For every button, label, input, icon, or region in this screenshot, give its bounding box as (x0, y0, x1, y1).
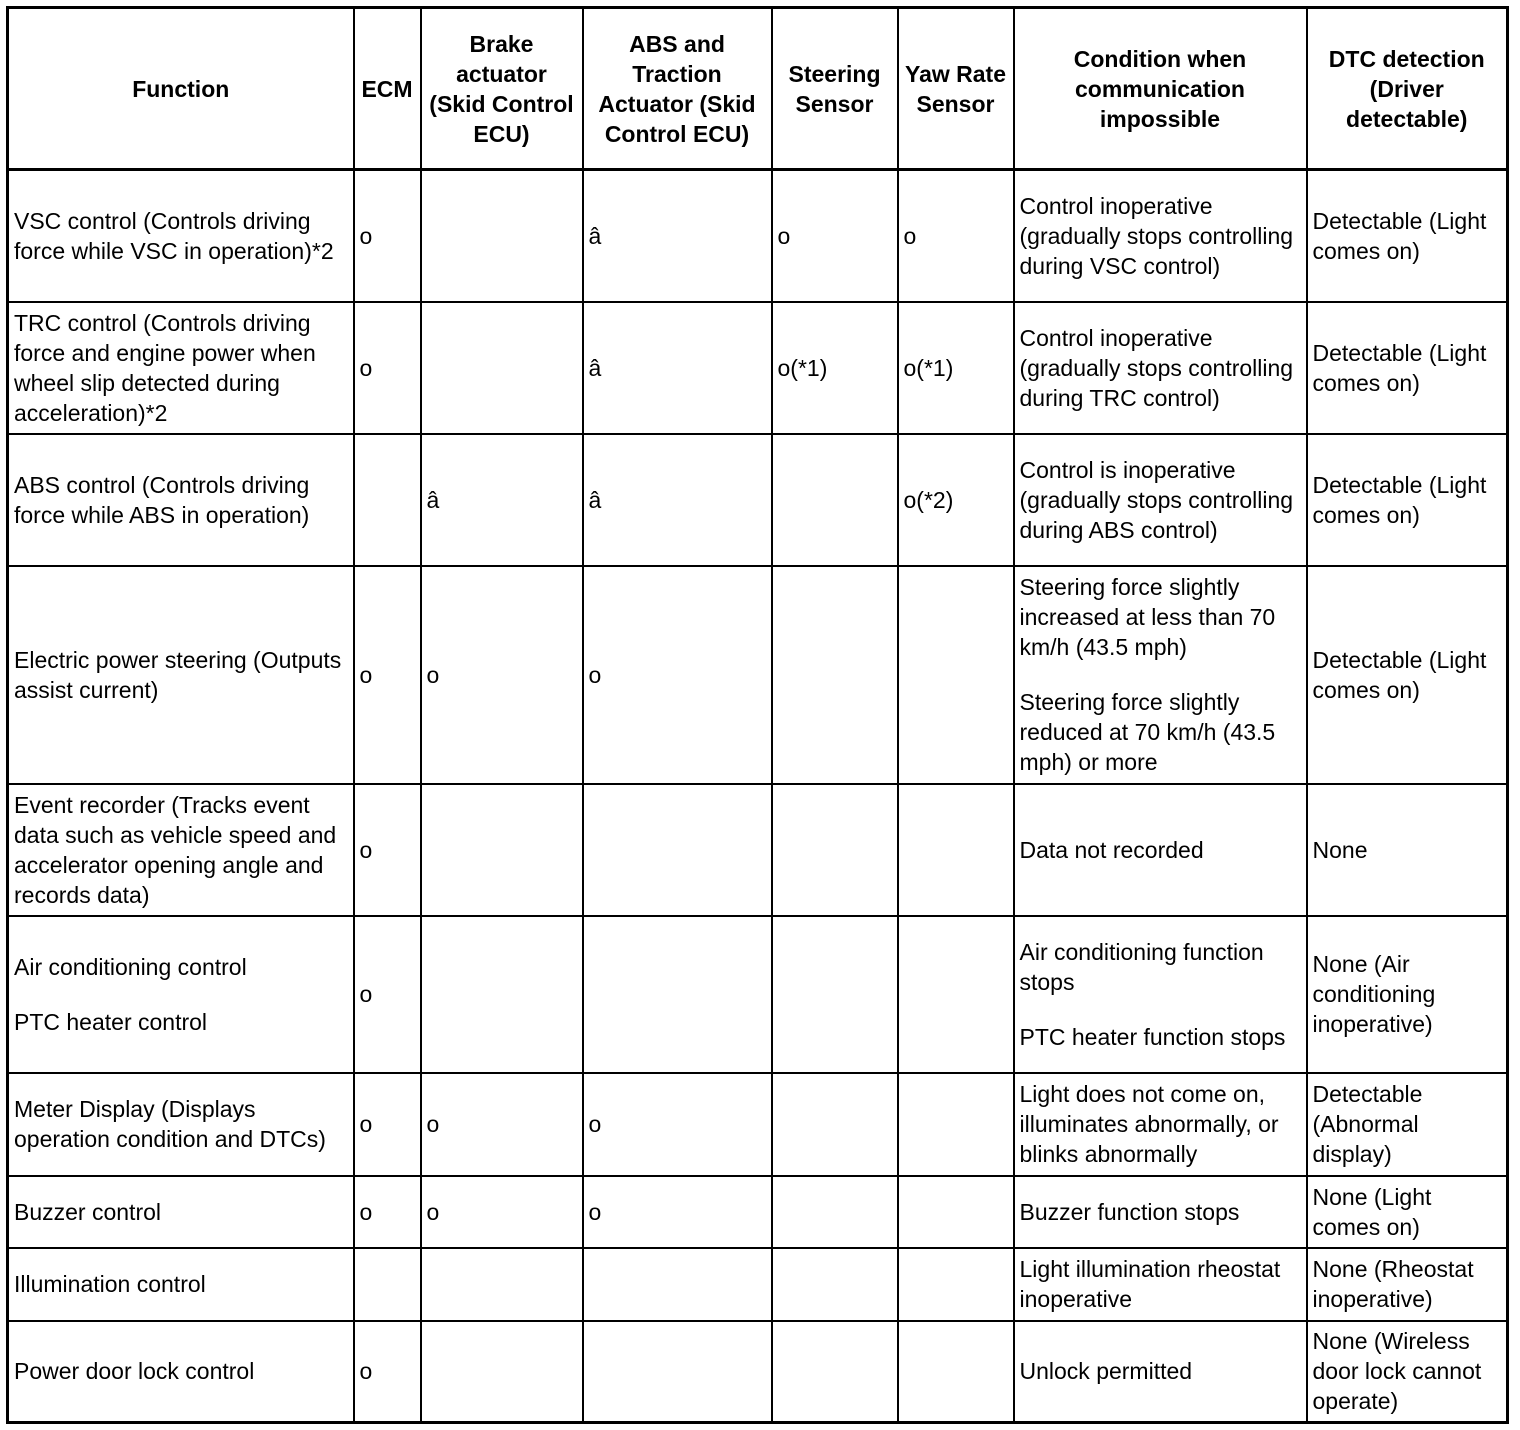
header-function: Function (8, 8, 354, 170)
header-steering-sensor: Steering Sensor (772, 8, 898, 170)
dtc-detection-cell: Detectable (Light comes on) (1307, 302, 1508, 434)
condition-paragraph: Steering force slightly increased at less than 70 km/h (43.5 mph) (1019, 574, 1276, 660)
function-paragraph: Meter Display (Displays operation condition and DTCs) (14, 1096, 326, 1152)
yaw-rate-sensor-cell: o (898, 170, 1014, 302)
ecm-cell: o (354, 566, 421, 784)
table-row (8, 170, 1508, 302)
table-row (8, 1248, 1508, 1321)
condition-paragraph: Light does not come on, illuminates abnormally, or blinks abnormally (1019, 1081, 1279, 1167)
condition-paragraph: Unlock permitted (1019, 1358, 1193, 1385)
ecm-cell: o (354, 1176, 421, 1248)
yaw-rate-sensor-cell (898, 1073, 1014, 1176)
table-row (8, 784, 1508, 916)
function-paragraph: Electric power steering (Outputs assist current) (14, 646, 342, 703)
condition-paragraph: Air conditioning function stops (1019, 938, 1264, 995)
brake-actuator-cell: o (421, 566, 583, 784)
function-cell (8, 434, 354, 566)
function-cell (8, 170, 354, 302)
yaw-rate-sensor-cell (898, 1248, 1014, 1321)
ecm-cell: o (354, 916, 421, 1073)
ecm-cell (354, 1248, 421, 1321)
condition-paragraph: Control inoperative (gradually stops controlling during VSC control) (1019, 192, 1294, 279)
table-row (8, 434, 1508, 566)
condition-paragraph: Buzzer function stops (1019, 1198, 1240, 1225)
function-paragraph: Illumination control (14, 1271, 206, 1297)
condition-cell (1014, 1248, 1307, 1321)
brake-actuator-cell (421, 1321, 583, 1423)
ecm-cell: o (354, 302, 421, 434)
condition-paragraph: Control is inoperative (gradually stops controlling during ABS control) (1019, 456, 1294, 543)
abs-traction-actuator-cell (583, 1321, 772, 1423)
abs-traction-actuator-cell (583, 1248, 772, 1321)
steering-sensor-cell (772, 566, 898, 784)
table-row (8, 1073, 1508, 1176)
dtc-detection-cell: None (Wireless door lock cannot operate) (1307, 1321, 1508, 1423)
table-row (8, 916, 1508, 1073)
dtc-detection-cell: Detectable (Light comes on) (1307, 566, 1508, 784)
ecm-cell: o (354, 170, 421, 302)
dtc-detection-cell: Detectable (Abnormal display) (1307, 1073, 1508, 1176)
function-cell (8, 784, 354, 916)
yaw-rate-sensor-cell (898, 784, 1014, 916)
header-row (8, 8, 1508, 170)
function-paragraph: ABS control (Controls driving force while ABS in operation) (14, 471, 310, 528)
brake-actuator-cell (421, 170, 583, 302)
yaw-rate-sensor-cell: o(*1) (898, 302, 1014, 434)
brake-actuator-cell (421, 784, 583, 916)
table-row (8, 1176, 1508, 1248)
function-paragraph: PTC heater control (14, 1008, 208, 1035)
ecm-cell: o (354, 784, 421, 916)
header-condition: Condition when communication impossible (1014, 8, 1307, 170)
condition-cell (1014, 302, 1307, 434)
table-body (8, 170, 1508, 1423)
condition-cell (1014, 170, 1307, 302)
steering-sensor-cell (772, 434, 898, 566)
function-cell (8, 302, 354, 434)
function-paragraph: Power door lock control (14, 1358, 255, 1385)
ecm-cell: o (354, 1321, 421, 1423)
dtc-detection-cell: Detectable (Light comes on) (1307, 170, 1508, 302)
condition-paragraph: Light illumination rheostat inoperative (1019, 1256, 1281, 1312)
condition-cell (1014, 434, 1307, 566)
yaw-rate-sensor-cell: o(*2) (898, 434, 1014, 566)
header-brake-actuator: Brake actuator (Skid Control ECU) (421, 8, 583, 170)
function-paragraph: VSC control (Controls driving force while VSC in operation)*2 (14, 207, 334, 264)
header-abs-traction-actuator: ABS and Traction Actuator (Skid Control ECU) (583, 8, 772, 170)
function-cell (8, 916, 354, 1073)
dtc-detection-cell: Detectable (Light comes on) (1307, 434, 1508, 566)
condition-cell (1014, 1321, 1307, 1423)
table-row (8, 302, 1508, 434)
function-cell (8, 566, 354, 784)
condition-cell (1014, 1176, 1307, 1248)
function-paragraph: Event recorder (Tracks event data such as vehicle speed and accelerator opening angle and records data) (14, 791, 337, 908)
dtc-detection-cell: None (Air conditioning inoperative) (1307, 916, 1508, 1073)
steering-sensor-cell (772, 916, 898, 1073)
table-row (8, 566, 1508, 784)
yaw-rate-sensor-cell (898, 1321, 1014, 1423)
dtc-detection-cell: None (Light comes on) (1307, 1176, 1508, 1248)
abs-traction-actuator-cell: o (583, 566, 772, 784)
condition-cell (1014, 784, 1307, 916)
header-dtc-detection: DTC detection (Driver detectable) (1307, 8, 1508, 170)
header-ecm: ECM (354, 8, 421, 170)
abs-traction-actuator-cell: â (583, 434, 772, 566)
function-cell (8, 1248, 354, 1321)
brake-actuator-cell: o (421, 1176, 583, 1248)
abs-traction-actuator-cell (583, 916, 772, 1073)
abs-traction-actuator-cell: â (583, 170, 772, 302)
condition-cell (1014, 916, 1307, 1073)
abs-traction-actuator-cell: â (583, 302, 772, 434)
function-cell (8, 1321, 354, 1423)
dtc-detection-cell: None (Rheostat inoperative) (1307, 1248, 1508, 1321)
communication-function-table-container (6, 6, 1509, 1424)
condition-paragraph: PTC heater function stops (1019, 1023, 1286, 1050)
steering-sensor-cell: o (772, 170, 898, 302)
condition-paragraph: Data not recorded (1019, 836, 1204, 863)
abs-traction-actuator-cell: o (583, 1073, 772, 1176)
table-row (8, 1321, 1508, 1423)
communication-function-table (6, 6, 1509, 1424)
function-paragraph: TRC control (Controls driving force and engine power when wheel slip detected during acceleration)*2 (14, 309, 316, 426)
yaw-rate-sensor-cell (898, 916, 1014, 1073)
brake-actuator-cell: o (421, 1073, 583, 1176)
dtc-detection-cell: None (1307, 784, 1508, 916)
yaw-rate-sensor-cell (898, 566, 1014, 784)
steering-sensor-cell: o(*1) (772, 302, 898, 434)
steering-sensor-cell (772, 1248, 898, 1321)
function-cell (8, 1073, 354, 1176)
header-yaw-rate-sensor: Yaw Rate Sensor (898, 8, 1014, 170)
steering-sensor-cell (772, 784, 898, 916)
condition-paragraph: Control inoperative (gradually stops controlling during TRC control) (1019, 324, 1294, 411)
steering-sensor-cell (772, 1321, 898, 1423)
condition-cell (1014, 566, 1307, 784)
steering-sensor-cell (772, 1176, 898, 1248)
function-paragraph: Air conditioning control (14, 953, 247, 980)
steering-sensor-cell (772, 1073, 898, 1176)
brake-actuator-cell (421, 302, 583, 434)
brake-actuator-cell (421, 916, 583, 1073)
condition-paragraph: Steering force slightly reduced at 70 km/h (43.5 mph) or more (1019, 689, 1276, 775)
brake-actuator-cell: â (421, 434, 583, 566)
function-paragraph: Buzzer control (14, 1198, 162, 1225)
abs-traction-actuator-cell (583, 784, 772, 916)
abs-traction-actuator-cell: o (583, 1176, 772, 1248)
yaw-rate-sensor-cell (898, 1176, 1014, 1248)
brake-actuator-cell (421, 1248, 583, 1321)
ecm-cell: o (354, 1073, 421, 1176)
function-cell (8, 1176, 354, 1248)
ecm-cell (354, 434, 421, 566)
condition-cell (1014, 1073, 1307, 1176)
